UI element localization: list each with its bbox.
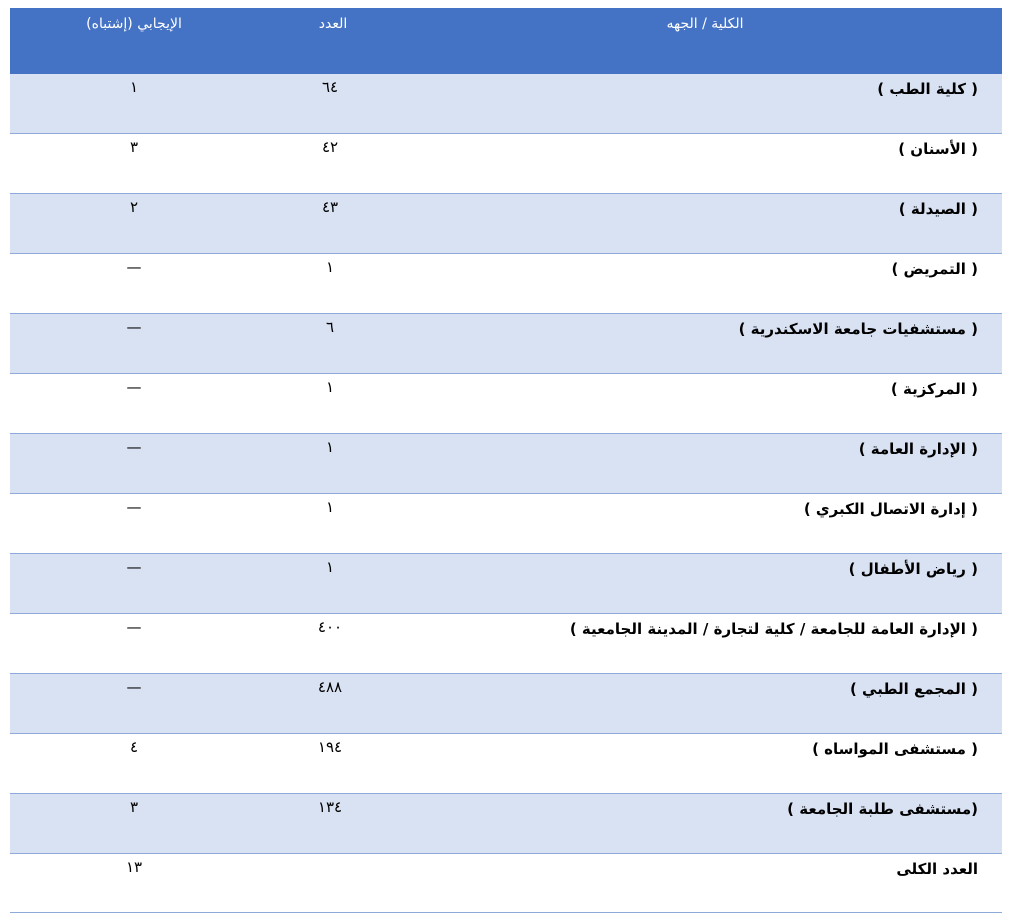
cell-faculty: ( التمريض ) [408,254,1002,314]
total-label: العدد الكلى [408,854,1002,913]
cell-count: ١ [258,374,408,434]
table-row [10,74,1002,134]
table-row [10,194,1002,254]
cell-faculty: ( الأسنان ) [408,134,1002,194]
cell-count: ١ [258,494,408,554]
table-row [10,674,1002,734]
table-header-row [10,8,1002,74]
cell-faculty: ( الإدارة العامة للجامعة / كلية لتجارة / المدينة الجامعية ) [408,614,1002,674]
cell-positive: — [10,374,258,434]
header-count: العدد [258,8,408,74]
cell-count: ٤٨٨ [258,674,408,734]
cell-faculty: ( الإدارة العامة ) [408,434,1002,494]
cell-count: ١ [258,554,408,614]
cell-faculty: ( رياض الأطفال ) [408,554,1002,614]
cell-positive: — [10,254,258,314]
table-row [10,494,1002,554]
table-row [10,314,1002,374]
total-count [258,854,408,913]
cell-count: ٤٣ [258,194,408,254]
table-row [10,374,1002,434]
table-row [10,254,1002,314]
cell-count: ٤٢ [258,134,408,194]
table-row [10,134,1002,194]
cell-count: ١ [258,434,408,494]
table-row [10,794,1002,854]
cell-positive: — [10,614,258,674]
faculty-cases-table [10,8,1002,913]
cell-positive: — [10,674,258,734]
cell-positive: — [10,314,258,374]
cell-positive: — [10,494,258,554]
cell-faculty: ( إدارة الاتصال الكبري ) [408,494,1002,554]
cell-faculty: ( كلية الطب ) [408,74,1002,134]
table-row [10,734,1002,794]
table-row [10,434,1002,494]
cell-count: ١٣٤ [258,794,408,854]
cell-positive: ٣ [10,794,258,854]
header-positive: الإيجابي (إشتباه) [10,8,258,74]
cell-faculty: ( المركزية ) [408,374,1002,434]
cell-faculty: ( المجمع الطبي ) [408,674,1002,734]
cell-count: ١ [258,254,408,314]
cell-positive: — [10,554,258,614]
header-faculty: الكلية / الجهه [408,8,1002,74]
cell-count: ٦٤ [258,74,408,134]
cell-count: ٦ [258,314,408,374]
cell-positive: ٣ [10,134,258,194]
cell-faculty: ( الصيدلة ) [408,194,1002,254]
cell-positive: ٤ [10,734,258,794]
cell-count: ١٩٤ [258,734,408,794]
cell-faculty: ( مستشفيات جامعة الاسكندرية ) [408,314,1002,374]
cell-faculty: ( مستشفى المواساه ) [408,734,1002,794]
total-positive: ١٣ [10,854,258,913]
cell-count: ٤٠٠ [258,614,408,674]
total-row [10,854,1002,913]
table-row [10,614,1002,674]
cell-positive: ٢ [10,194,258,254]
table-row [10,554,1002,614]
cell-positive: ١ [10,74,258,134]
cell-faculty: (مستشفى طلبة الجامعة ) [408,794,1002,854]
cell-positive: — [10,434,258,494]
